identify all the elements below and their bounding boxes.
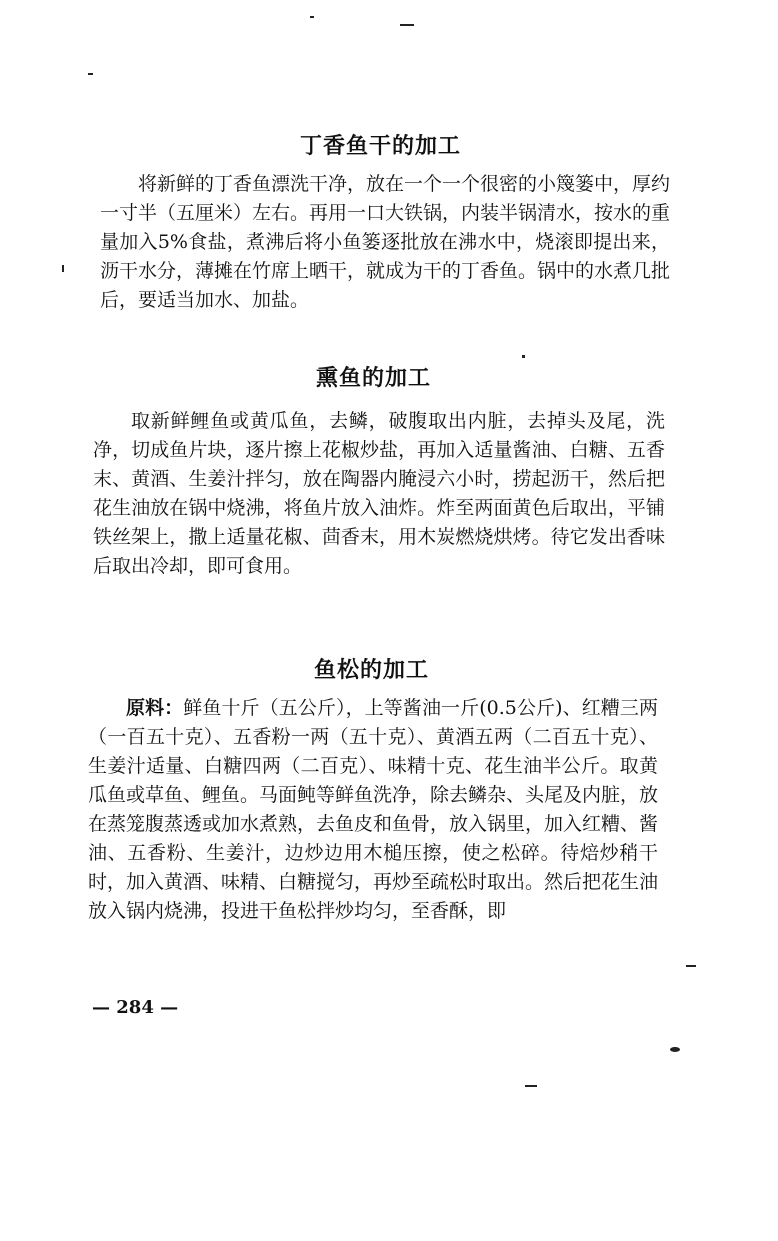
scan-speck bbox=[88, 73, 93, 75]
page-number: — 284 — bbox=[92, 997, 179, 1018]
section-title-fish-floss: 鱼松的加工 bbox=[314, 657, 430, 683]
ingredients-label: 原料： bbox=[126, 697, 184, 719]
scan-speck bbox=[525, 1085, 537, 1087]
ingredients-and-method-text: 鲜鱼十斤（五公斤），上等酱油一斤(0.5公斤)、红糟三两（一百五十克）、五香粉一两（五十克）、黄酒五两（二百五十克）、生姜汁适量、白糖四两（二百克）、味精十克、花生油半公斤。取黄瓜鱼或草鱼、鲤鱼。马面鲀等鲜鱼洗净，除去鳞杂、头尾及内脏，放在蒸笼腹蒸透或加水煮熟，去鱼皮和鱼骨，放入锅里，加入红糟、酱油、五香粉、生姜汁，边炒边用木槌压擦，使之松碎。待焙炒稍干时，加入黄酒、味精、白糖搅匀，再炒至疏松时取出。然后把花生油放入锅内烧沸，投进干鱼松拌炒均匀，至香酥，即 bbox=[88, 697, 659, 922]
paragraph-smoked-fish: 取新鲜鲤鱼或黄瓜鱼，去鳞，破腹取出内脏，去掉头及尾，洗净，切成鱼片块，逐片擦上花椒炒盐，再加入适量酱油、白糖、五香末、黄酒、生姜汁拌匀，放在陶器内腌浸六小时，捞起沥干，然后把花生油放在锅中烧沸，将鱼片放入油炸。炸至两面黄色后取出，平铺铁丝架上，撒上适量花椒、茴香末，用木炭燃烧烘烤。待它发出香味后取出冷却，即可食用。 bbox=[93, 410, 665, 577]
paragraph-fish-floss bbox=[88, 694, 658, 926]
scan-speck bbox=[522, 355, 525, 358]
scan-speck bbox=[400, 24, 414, 26]
section-title-dingxiang-fish: 丁香鱼干的加工 bbox=[300, 133, 462, 159]
scan-speck bbox=[62, 265, 64, 272]
scan-speck bbox=[670, 1047, 680, 1052]
paragraph-dingxiang-fish: 将新鲜的丁香鱼漂洗干净，放在一个一个很密的小篾篓中，厚约一寸半（五厘米）左右。再用一口大铁锅，内装半锅清水，按水的重量加入5%食盐，煮沸后将小鱼篓逐批放在沸水中，烧滚即提出来，沥干水分，薄摊在竹席上晒干，就成为干的丁香鱼。锅中的水煮几批后，要适当加水、加盐。 bbox=[100, 173, 671, 311]
scan-speck bbox=[310, 16, 314, 18]
section-title-smoked-fish: 熏鱼的加工 bbox=[316, 365, 432, 391]
scan-speck bbox=[686, 965, 696, 967]
